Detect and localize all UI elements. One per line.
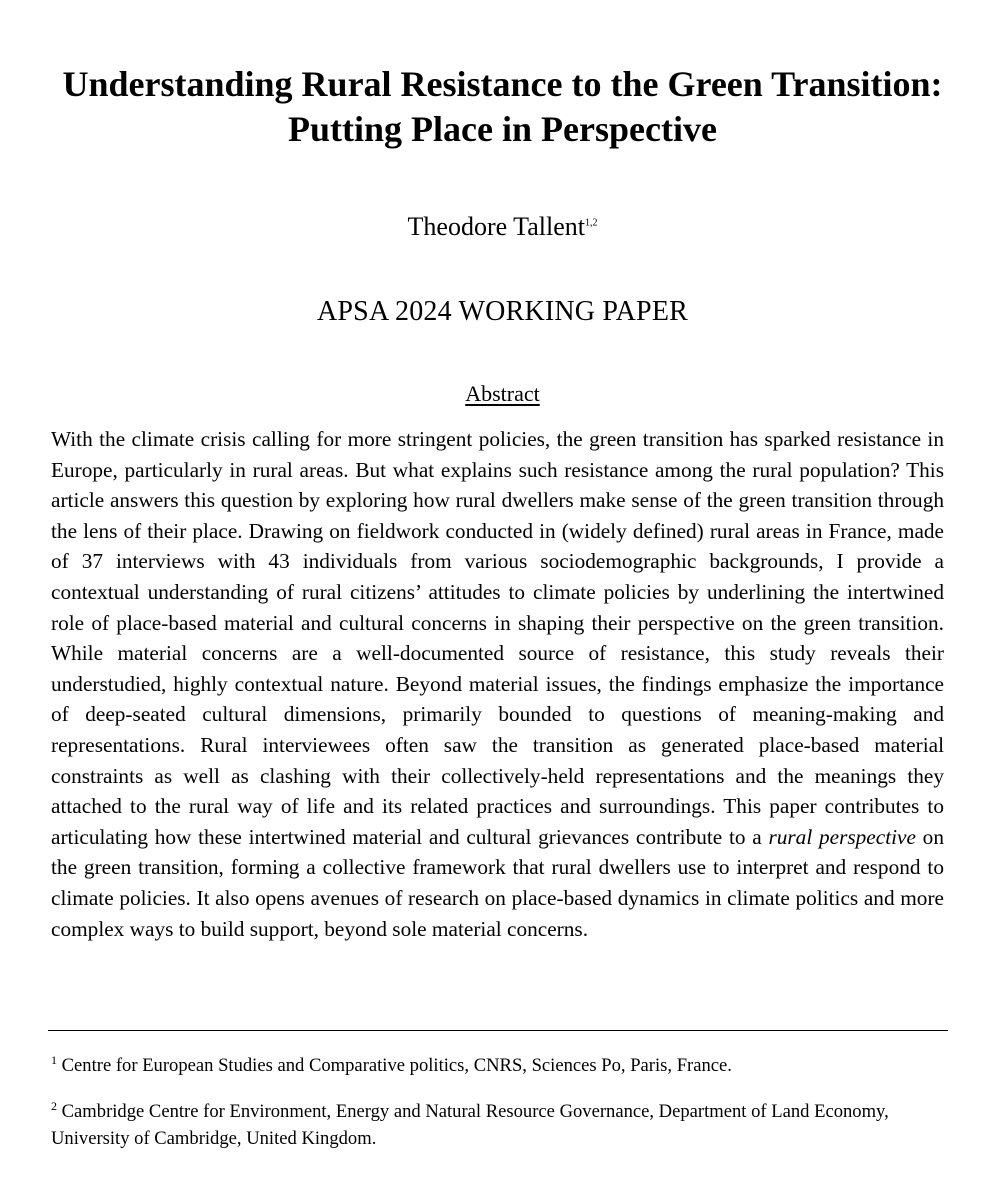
footnote-divider [48, 1030, 948, 1031]
footnote-1-text: Centre for European Studies and Comparative politics, CNRS, Sciences Po, Paris, France. [57, 1055, 732, 1076]
abstract-heading [0, 379, 1005, 409]
abstract-text-part-1: With the climate crisis calling for more stringent policies, the green transition has sparked resistance in Europe, particularly in rural areas. But what explains such resistance among the rural population? This article answers this question by exploring how rural dwellers make sense of the green transition through the lens of their place. Drawing on fieldwork conducted in (widely defined) rural areas in France, made of 37 interviews with 43 individuals from various sociodemographic backgrounds, I provide a contextual understanding of rural citizens’ attitudes to climate policies by underlining the intertwined role of place-based material and cultural concerns in shaping their perspective on the green transition. While material concerns are a well-documented source of resistance, this study reveals their understudied, highly contextual nature. Beyond material issues, the findings emphasize the importance of deep-seated cultural dimensions, primarily bounded to questions of meaning-making and representations. Rural interviewees often saw the transition as generated place-based material constraints as well as clashing with their collectively-held representations and the meanings they attached to the rural way of life and its related practices and surroundings. This paper contributes to articulating how these intertwined material and cultural grievances contribute to a [51, 427, 944, 849]
footnote-2-text: Cambridge Centre for Environment, Energy and Natural Resource Governance, Department of Land Economy, University of Cambridge, United Kingdom. [51, 1101, 889, 1149]
abstract-italic-phrase: rural perspective [768, 824, 916, 849]
author-affiliation-marks: 1,2 [584, 217, 598, 229]
paper-title: Understanding Rural Resistance to the Green Transition: Putting Place in Perspective [62, 64, 943, 149]
footnote-2-mark: 2 [51, 1098, 57, 1113]
abstract-text-part-2: on the green transition, forming a collective framework that rural dwellers use to interpret and respond to climate policies. It also opens avenues of research on place-based dynamics in climate politics and more complex ways to build support, beyond sole material concerns. [51, 824, 944, 941]
author-name: Theodore Tallent [407, 212, 585, 241]
abstract-body [51, 424, 944, 944]
footnote-1-mark: 1 [51, 1052, 57, 1067]
footnote-1 [51, 1052, 947, 1079]
footnote-2 [51, 1098, 947, 1152]
author-line [0, 209, 1005, 245]
working-paper-label: APSA 2024 WORKING PAPER [316, 296, 689, 327]
abstract-heading-text: Abstract [465, 381, 540, 406]
